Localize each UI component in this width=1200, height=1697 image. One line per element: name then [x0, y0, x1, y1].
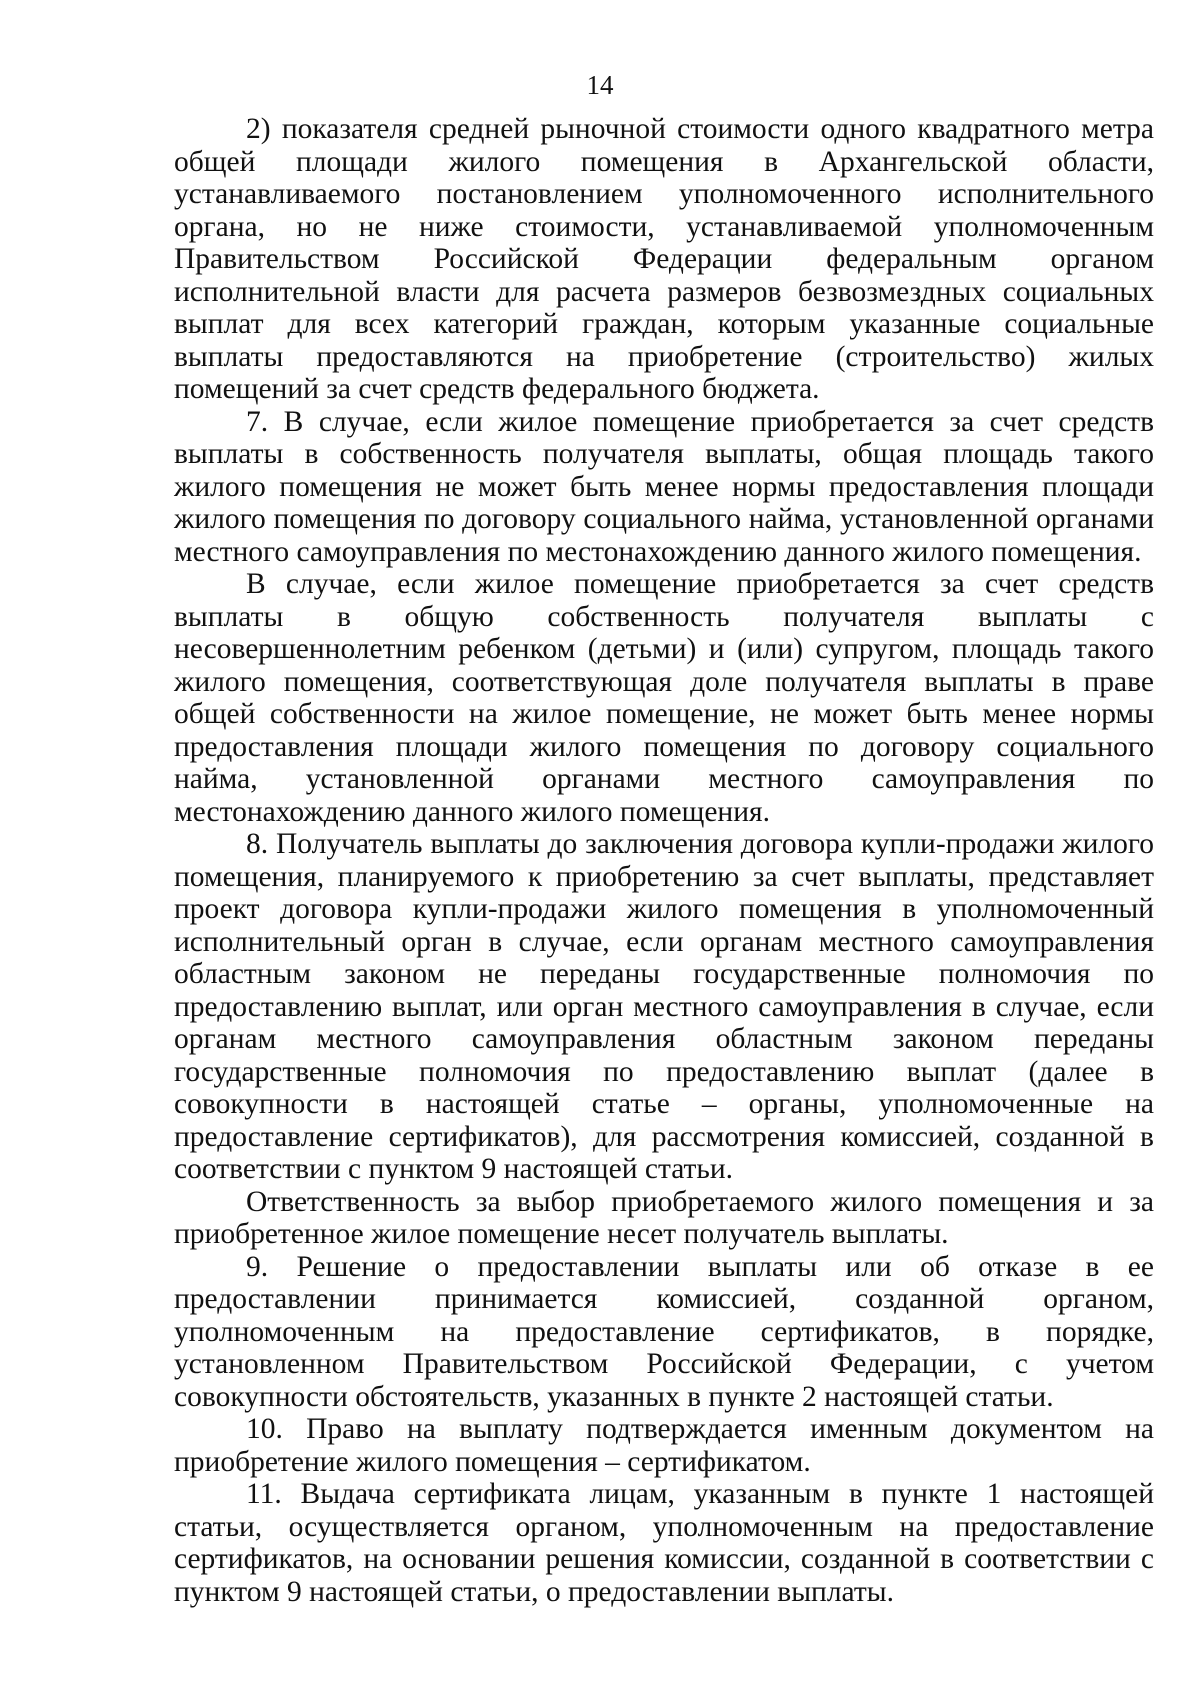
paragraph-item-2-market-price: 2) показателя средней рыночной стоимости одного квадратного метра общей площади жилого помещения в Архангельской области, устанавливаемого постановлением уполномоченного исполнительного органа, но не ниже стоимости, устанавливаемой уполномоченным Правительством Российской Федерации федеральным органом исполнительной власти для расчета размеров безвозмездных социальных выплат для всех категорий граждан, которым указанные социальные выплаты предоставляются на приобретение (строительство) жилых помещений за счет средств федерального бюджета. [174, 113, 1154, 405]
paragraph-point-7-shared-ownership: В случае, если жилое помещение приобретается за счет средств выплаты в общую собственность получателя выплаты с несовершеннолетним ребенком (детьми) и (или) супругом, площадь такого жилого помещения, соответствующая доле получателя выплаты в праве общей собственности на жилое помещение, не может быть менее нормы предоставления площади жилого помещения по договору социального найма, установленной органами местного самоуправления по местонахождению данного жилого помещения. [174, 568, 1154, 828]
paragraph-point-10: 10. Право на выплату подтверждается именным документом на приобретение жилого помещения – сертификатом. [174, 1413, 1154, 1478]
paragraph-point-9: 9. Решение о предоставлении выплаты или об отказе в ее предоставлении принимается комиссией, созданной органом, уполномоченным на предоставление сертификатов, в порядке, установленном Правительством Российской Федерации, с учетом совокупности обстоятельств, указанных в пункте 2 настоящей статьи. [174, 1250, 1154, 1413]
paragraph-point-7: 7. В случае, если жилое помещение приобретается за счет средств выплаты в собственность получателя выплаты, общая площадь такого жилого помещения не может быть менее нормы предоставления площади жилого помещения по договору социального найма, установленной органами местного самоуправления по местонахождению данного жилого помещения. [174, 405, 1154, 568]
paragraph-point-11: 11. Выдача сертификата лицам, указанным в пункте 1 настоящей статьи, осуществляется органом, уполномоченным на предоставление сертификатов, на основании решения комиссии, созданной в соответствии с пунктом 9 настоящей статьи, о предоставлении выплаты. [174, 1478, 1154, 1608]
paragraph-point-8-responsibility: Ответственность за выбор приобретаемого жилого помещения и за приобретенное жилое помещение несет получатель выплаты. [174, 1185, 1154, 1250]
document-body [174, 113, 1154, 1608]
page-number: 14 [586, 70, 614, 100]
paragraph-point-8: 8. Получатель выплаты до заключения договора купли-продажи жилого помещения, планируемого к приобретению за счет выплаты, представляет проект договора купли-продажи жилого помещения в уполномоченный исполнительный орган в случае, если органам местного самоуправления областным законом не переданы государственные полномочия по предоставлению выплат, или орган местного самоуправления в случае, если органам местного самоуправления областным законом переданы государственные полномочия по предоставлению выплат (далее в совокупности в настоящей статье – органы, уполномоченные на предоставление сертификатов), для рассмотрения комиссией, созданной в соответствии с пунктом 9 настоящей статьи. [174, 828, 1154, 1185]
